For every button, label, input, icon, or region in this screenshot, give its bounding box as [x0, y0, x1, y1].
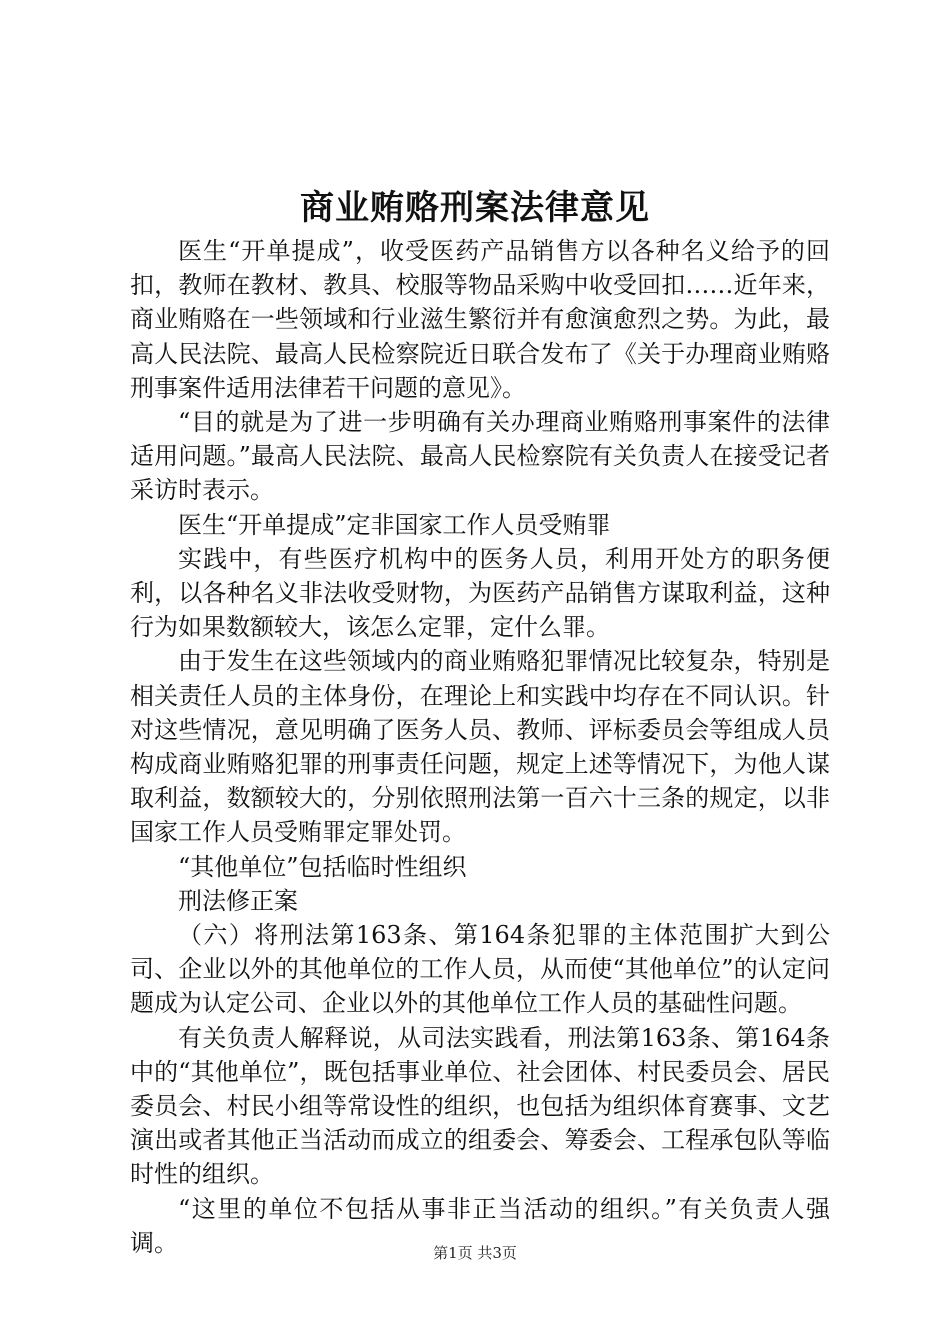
- paragraph-amendment-six: （六）将刑法第163条、第164条犯罪的主体范围扩大到公司、企业以外的其他单位的工作人员，从而使“其他单位”的认定问题成为认定公司、企业以外的其他单位工作人员的基础性问题。: [130, 921, 830, 1018]
- paragraph-intro: 医生“开单提成”，收受医药产品销售方以各种名义给予的回扣，教师在教材、教具、校服等物品采购中收受回扣……近年来，商业贿赂在一些领域和行业滋生繁衍并有愈演愈烈之势。为此，最高人民法院、最高人民检察院近日联合发布了《关于办理商业贿赂刑事案件适用法律若干问题的意见》。: [130, 237, 830, 402]
- document-body: [130, 234, 830, 1260]
- paragraph-practice: 实践中，有些医疗机构中的医务人员，利用开处方的职务便利，以各种名义非法收受财物，为医药产品销售方谋取利益，这种行为如果数额较大，该怎么定罪，定什么罪。: [130, 544, 830, 642]
- subheading-other-units: “其他单位”包括临时性组织: [178, 852, 467, 881]
- subheading-criminal-law-amendment: 刑法修正案: [178, 886, 298, 915]
- subheading-doctor-kickback: 医生“开单提成”定非国家工作人员受贿罪: [178, 510, 611, 539]
- paragraph-complexity: 由于发生在这些领域内的商业贿赂犯罪情况比较复杂，特别是相关责任人员的主体身份，在理论上和实践中均存在不同认识。针对这些情况，意见明确了医务人员、教师、评标委员会等组成人员构成商业贿赂犯罪的刑事责任问题，规定上述等情况下，为他人谋取利益，数额较大的，分别依照刑法第一百六十三条的规定，以非国家工作人员受贿罪定罪处罚。: [130, 647, 830, 847]
- paragraph-purpose-quote: “目的就是为了进一步明确有关办理商业贿赂刑事案件的法律适用问题。”最高人民法院、最高人民检察院有关负责人在接受记者采访时表示。: [130, 408, 830, 505]
- paragraph-closing-quote: “这里的单位不包括从事非正当活动的组织。”有关负责人强调。: [130, 1194, 830, 1257]
- document-title: 商业贿赂刑案法律意见: [300, 188, 650, 228]
- page-indicator: 第1页 共3页: [433, 1244, 517, 1262]
- paragraph-explanation: 有关负责人解释说，从司法实践看，刑法第163条、第164条中的“其他单位”，既包括事业单位、社会团体、村民委员会、居民委员会、村民小组等常设性的组织，也包括为组织体育赛事、文艺演出或者其他正当活动而成立的组委会、筹委会、工程承包队等临时性的组织。: [130, 1023, 830, 1189]
